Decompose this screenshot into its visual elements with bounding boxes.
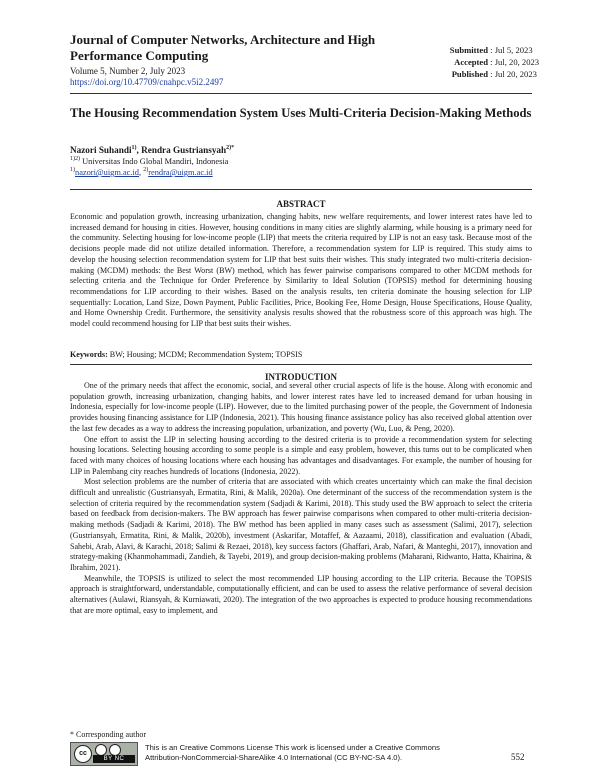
author-1-sup: 1) [131, 144, 137, 151]
corresponding-author-note: * Corresponding author [70, 730, 146, 739]
abstract-text: Economic and population growth, increasing urbanization, changing habits, new welfare requirements, and lower interest rates have led to increased demand for housing in cities. However, housing conditions in many cities are slightly alarming, while housing is a primary need for the community. Selecting housing for low-income people (LIP) that meets the criteria required by LIP is not an easy task. Because most of the decisions people made did not utilize detailed information. Therefore, a recommendation system for LIP is required. This study aims to develop the housing selection recommendation system for LIP that best suits their wishes. This study integrated two multi-criteria decision-making (MCDM) methods: the Best Worst (BW) method, which has fewer pairwise comparisons compared to other MCDM methods for selecting criteria and the Technique for Order Preference by Similarity to Ideal Solution (TOPSIS) method for determining housing recommendations for LIP according to their wishes. Based on the analysis results, ten criteria dominate the housing selection for LIP sequentially: Location, Land Size, Down Payment, Public Facilities, Price, Booking Fee, Home Design, House Specifications, House Quality, and Home Ownership Credit. Furthermore, the sensitivity analysis results showed that the robustness score of this approach was high. The model could recommend housing for LIP that best suits their wishes. [70, 212, 532, 329]
author-separator: , [136, 145, 142, 155]
abstract-divider-top [70, 189, 532, 190]
author-2: Rendra Gustriansyah [141, 145, 227, 155]
introduction-heading: INTRODUCTION [264, 372, 337, 382]
date-row-published [430, 68, 539, 80]
license-text: This is an Creative Commons License This work is licensed under a Creative Commons Attribution-NonCommercial-ShareAlike 4.0 International (CC BY-NC-SA 4.0). [145, 743, 440, 762]
journal-meta [70, 66, 223, 88]
date-label: Published [451, 69, 488, 79]
email-separator: , [139, 168, 144, 177]
paper-title: The Housing Recommendation System Uses Multi-Criteria Decision-Making Methods [70, 106, 532, 120]
affiliation-sup: 1)2) [70, 156, 80, 163]
cc-icon: cc [74, 745, 92, 763]
page-number: 552 [511, 752, 525, 762]
journal-title: Journal of Computer Networks, Architecture and High Performance Computing [70, 32, 376, 63]
intro-paragraph: One of the primary needs that affect the economic, social, and several other crucial aspects of life is the house. Along with economic and population growth, increasing urbanization, changing habits, and lower interest rates have led to increased demand for urban housing in Indonesia, especially for low-income people (LIP). However, due to the limited purchasing power of the people, the Government of Indonesia provides housing financing assistance for LIP (Indonesia, 2021). This housing finance assistance policy has also received global attention over the last few decades as a way to address the increasing population, urbanization, and poverty (Wu, Luo, & Peng, 2020). [70, 381, 532, 433]
doi-link[interactable]: https://doi.org/10.47709/cnahpc.v5i2.2497 [70, 77, 224, 87]
introduction-body [70, 381, 532, 616]
journal-volume: Volume 5, Number 2, July 2023 [70, 66, 186, 76]
date-value: : Jul, 20, 2023 [490, 57, 540, 67]
date-value: : Jul 20, 2023 [490, 69, 537, 79]
email-1-link[interactable]: nazori@uigm.ac.id [75, 168, 139, 177]
header-divider [70, 93, 532, 94]
submission-dates [430, 44, 539, 80]
date-value: : Jul 5, 2023 [490, 45, 533, 55]
cc-license-badge[interactable] [70, 742, 138, 766]
author-2-sup: 2)* [226, 144, 235, 151]
affiliation-block [70, 156, 228, 178]
keywords [70, 350, 532, 359]
abstract-heading: ABSTRACT [276, 199, 326, 209]
date-label: Accepted [454, 57, 488, 67]
author-1: Nazori Suhandi [70, 145, 132, 155]
email-1-sup: 1) [70, 167, 75, 174]
date-row-submitted [430, 44, 539, 56]
intro-paragraph: Most selection problems are the number of criteria that are associated with which creates uncertainty which can make the final decision difficult and unrealistic (Gustriansyah, Ermatita, Rini, & Malik, 2020a). One determinant of the success of the recommendation system is the selection of criteria required by the recommendation system (Sadjadi & Karimi, 2018). This study used the BW approach to select the criteria based on feedback from decision-makers. The BW approach has fewer pairwise comparisons when compared to other multi-criteria decision-making methods (Sadjadi & Karimi, 2018). The BW method has been applied in many cases such as assessment (Salimi, 2017), selection (Gustriansyah, Ermatita, Rini, & Malik, 2020b), investment (Askarifar, Motaffef, & Aazaami, 2018), classification and evaluation (Abadi, Sahebi, Arab, Alavi, & Karachi, 2018; Salimi & Rezaei, 2018), key success factors (Ghaffari, Arab, Nafari, & Manteghi, 2017), innovation and strategy-making (Khanmohammadi, Zandieh, & Tayebi, 2019), and group decision-making problems (Maharani, Ridwanto, Hatta, Khairina, & Ibrahim, 2021). [70, 477, 532, 572]
date-row-accepted [430, 56, 539, 68]
keywords-list: BW; Housing; MCDM; Recommendation System; TOPSIS [107, 350, 303, 359]
abstract-divider-bottom [70, 364, 532, 365]
email-2-sup: 2) [143, 167, 149, 174]
intro-paragraph: One effort to assist the LIP in selecting housing according to the desired criteria is to provide a recommendation system for selecting housing locations. Selecting housing according to some people is a simple and easy problem, however, this turns out to be complicated when faced with many choices of housing locations where each housing has advantages and disadvantages. For example, the number of housing for LIP in Palembang city reaches hundreds of locations (Indonesia, 2022). [70, 434, 532, 476]
date-label: Submitted [449, 45, 488, 55]
keywords-label: Keywords: [70, 350, 108, 359]
intro-paragraph: Meanwhile, the TOPSIS is utilized to select the most recommended LIP housing according to the LIP criteria. Because the TOPSIS approach is straightforward, understandable, computationally efficient, and can be used to assess the relative performance of several decision alternatives (Aulawi, Riansyah, & Kurniawati, 2020). The integration of the two approaches is expected to produce housing recommendations that are more optimal, easy to implement, and [70, 573, 532, 615]
email-2-link[interactable]: rendra@uigm.ac.id [148, 168, 213, 177]
affiliation: Universitas Indo Global Mandiri, Indonesia [80, 157, 229, 166]
authors [70, 145, 234, 155]
cc-badge-label: BY NC [93, 755, 135, 763]
